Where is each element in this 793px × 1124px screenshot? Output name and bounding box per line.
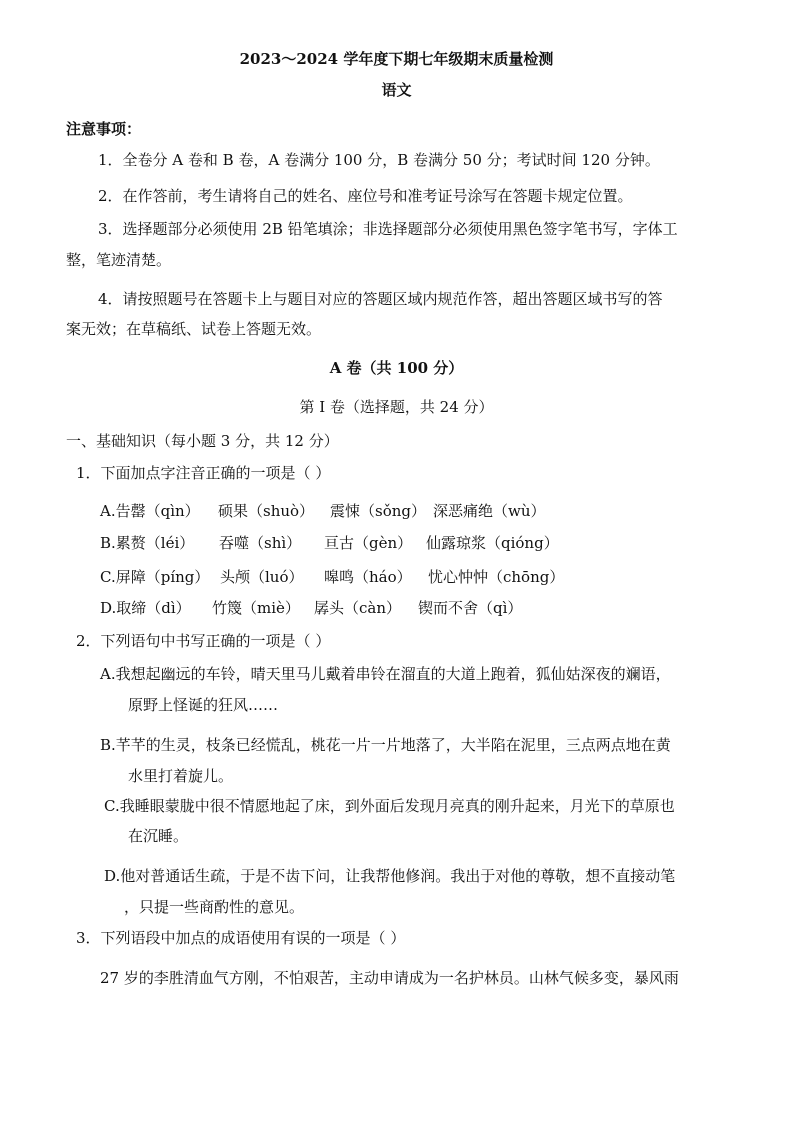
q2-stem: 2．下列语句中书写正确的一项是（ ） [76,632,331,650]
option-part: 竹篾（miè） [212,599,300,617]
option-part: B.累赘（léi） [100,534,195,552]
option-part: 亘古（gèn） [324,534,413,552]
notice-item: 3．选择题部分必须使用 2B 铅笔填涂；非选择题部分必须使用黑色签字笔书写，字体工 [98,220,678,238]
option-part: A.告罄（qìn） [100,502,200,520]
q2-option-d-cont: ，只提一些商酌性的意见。 [124,898,305,916]
notice-item-cont: 案无效；在草稿纸、试卷上答题无效。 [66,320,322,338]
option-part: 硕果（shuò） [218,502,315,520]
group1-heading: 一、基础知识（每小题 3 分，共 12 分） [66,432,339,450]
notice-item: 4．请按照题号在答题卡上与题目对应的答题区域内规范作答，超出答题区域书写的答 [98,290,663,308]
option-part: 仙露琼浆（qióng） [426,534,559,552]
q2-option-b-cont: 水里打着旋儿。 [128,767,234,785]
q3-stem: 3．下列语段中加点的成语使用有误的一项是（ ） [76,929,406,947]
option-part: 锲而不舍（qì） [418,599,523,617]
option-part: 深恶痛绝（wù） [433,502,546,520]
option-part: 吞噬（shì） [219,534,302,552]
q2-option-a: A.我想起幽远的车铃，晴天里马儿戴着串铃在溜直的大道上跑着，狐仙姑深夜的斓语， [100,665,671,683]
option-part: C.屏障（píng） [100,568,210,586]
option-part: 孱头（càn） [314,599,402,617]
q2-option-b: B.芊芊的生灵，枝条已经慌乱，桃花一片一片地落了，大半陷在泥里，三点两点地在黄 [100,736,671,754]
q1-option-a [100,501,546,521]
q1-option-c [100,567,564,587]
section-a-title: A 卷（共 100 分） [329,359,464,377]
option-part: 头颅（luó） [220,568,304,586]
part1-title: 第 I 卷（选择题，共 24 分） [299,398,494,416]
option-part: 嗥鸣（háo） [324,568,412,586]
q1-option-b [100,533,559,553]
q1-stem: 1．下面加点字注音正确的一项是（ ） [76,464,331,482]
q2-option-c: C.我睡眼蒙胧中很不情愿地起了床，到外面后发现月亮真的刚升起来，月光下的草原也 [104,797,675,815]
subject-title: 语文 [381,81,412,99]
q2-option-d: D.他对普通话生疏，于是不齿下问，让我帮他修润。我出于对他的尊敬，想不直接动笔 [104,867,676,885]
notice-item-cont: 整，笔迹清楚。 [66,251,172,269]
q2-option-a-cont: 原野上怪诞的狂风…… [128,696,279,714]
exam-title: 2023～2024 学年度下期七年级期末质量检测 [239,50,554,68]
notice-item: 2．在作答前，考生请将自己的姓名、座位号和准考证号涂写在答题卡规定位置。 [98,187,633,205]
option-part: 忧心忡忡（chōng） [428,568,565,586]
q1-option-d [100,598,522,618]
option-part: D.取缔（dì） [100,599,191,617]
option-part: 震悚（sǒng） [330,502,426,520]
q2-option-c-cont: 在沉睡。 [128,827,189,845]
notice-heading: 注意事项： [66,120,142,138]
notice-item: 1．全卷分 A 卷和 B 卷，A 卷满分 100 分，B 卷满分 50 分；考试时间 120 分钟。 [98,151,660,169]
q3-paragraph: 27 岁的李胜清血气方刚，不怕艰苦，主动申请成为一名护林员。山林气候多变，暴风雨 [100,969,679,987]
